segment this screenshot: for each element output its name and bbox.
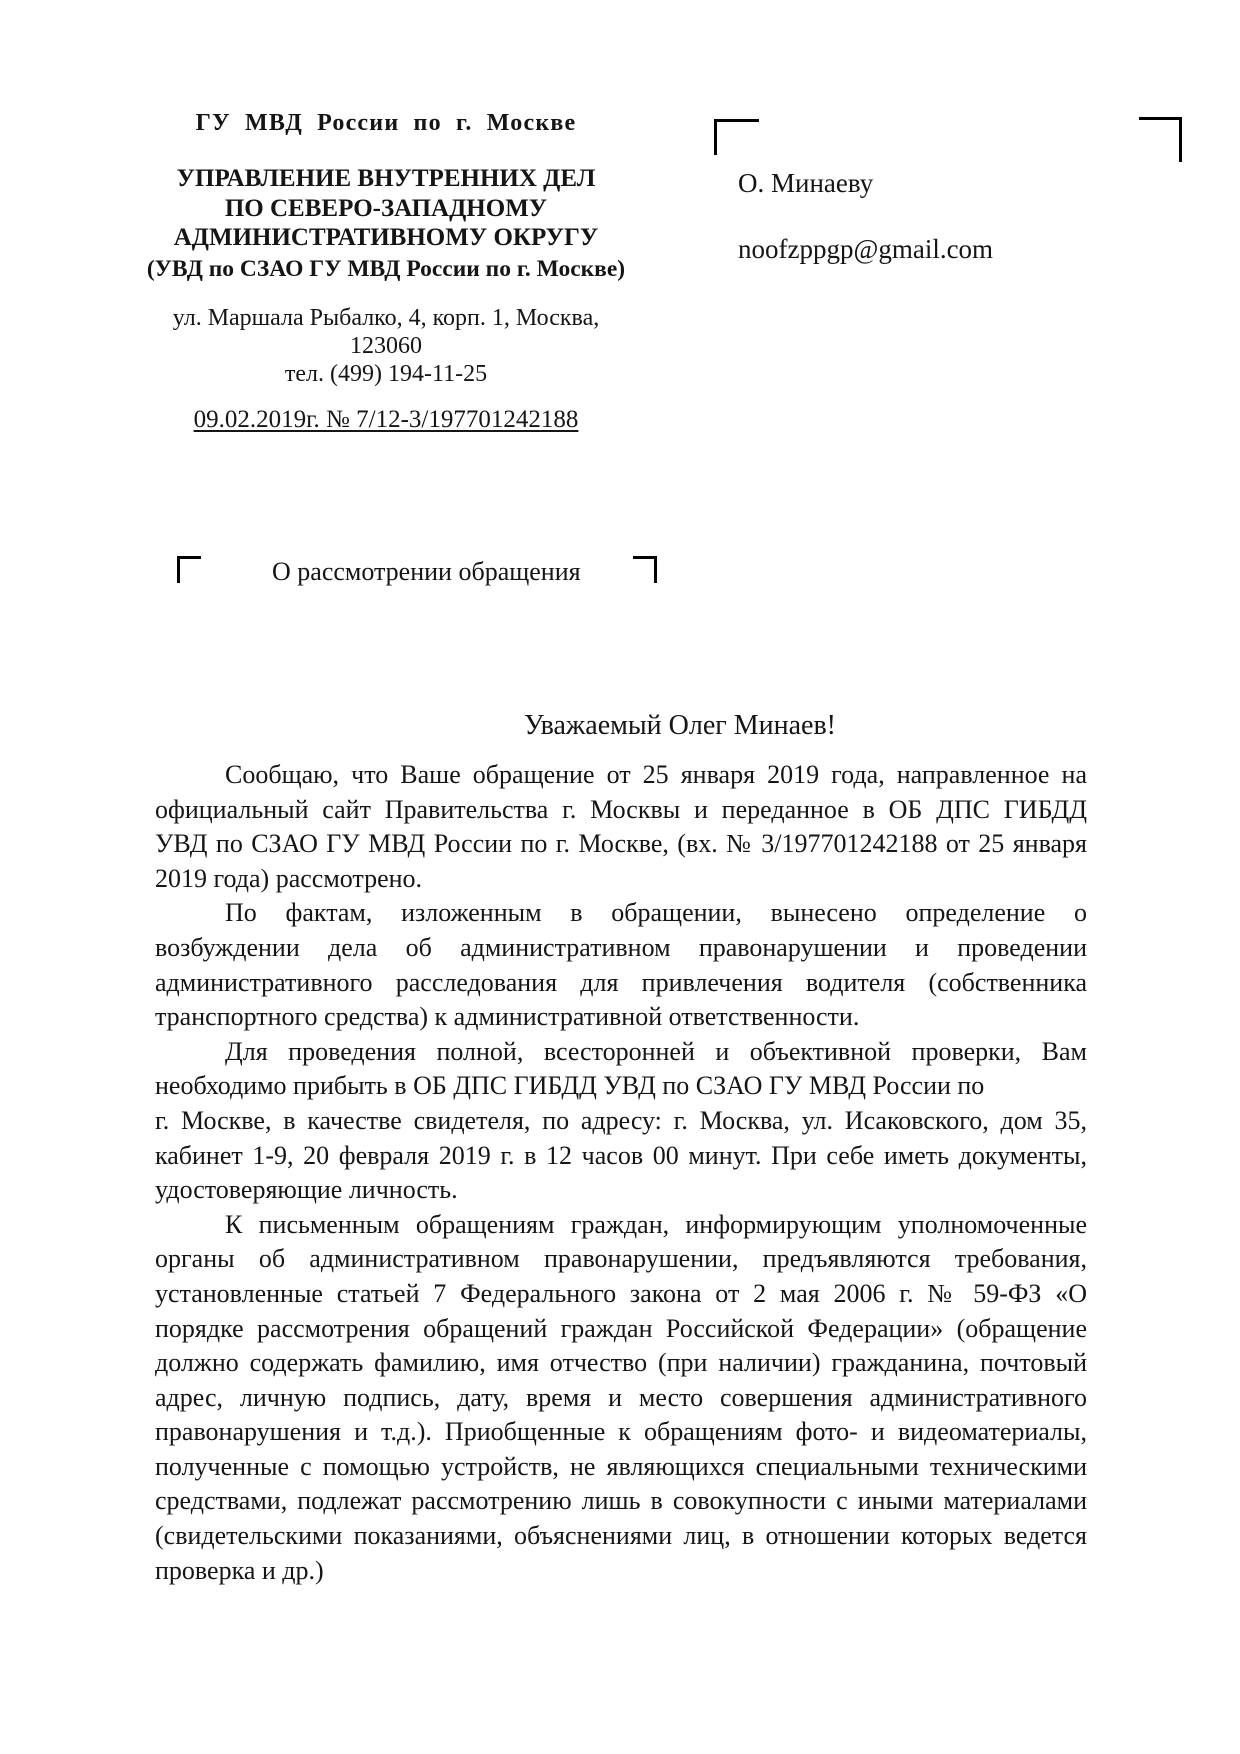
org-name-line-2: ПО СЕВЕРО-ЗАПАДНОМУ [224,194,548,222]
body-paragraph [155,1208,1087,1589]
letter-body [155,758,1087,1588]
body-paragraph [155,758,1087,896]
body-line: УВД по СЗАО ГУ МВД России по г. Москве, (вх. № 3/197701242188 от 25 января [155,829,1087,859]
body-line: Для проведения полной, всесторонней и объективной проверки, Вам [225,1036,1087,1066]
corner-mark-recipient-icon [714,119,759,155]
body-line: средствами, подлежат рассмотрению лишь в совокупности с иными материалами [155,1486,1087,1516]
body-line: кабинет 1-9, 20 февраля 2019 г. в 12 часов 00 минут. При себе иметь документы, [155,1140,1087,1170]
body-line: должно содержать фамилию, имя отчество (при наличии) гражданина, почтовый [155,1348,1087,1378]
body-line: г. Москве, в качестве свидетеля, по адресу: г. Москва, ул. Исаковского, дом 35, [155,1105,1087,1135]
body-line: Сообщаю, что Ваше обращение от 25 января 2019 года, направленное на [225,760,1087,789]
body-line: удостоверяющие личность. [155,1175,458,1205]
org-name [145,164,627,253]
letterhead [145,110,627,434]
corner-mark-subject-right-icon [633,556,657,583]
body-line: К письменным обращениям граждан, информирующим уполномоченные [225,1209,1087,1239]
body-line: возбуждении дела об административном правонарушении и проведении [155,932,1087,962]
corner-mark-top-right-icon [1139,117,1182,162]
org-address: ул. Маршала Рыбалко, 4, корп. 1, Москва, 123060 [172,304,600,359]
parent-org-name: ГУ МВД России по г. Москве [195,110,577,136]
body-line: По фактам, изложенным в обращении, вынесено определение о [225,898,1087,928]
ref-number-line: 09.02.2019г. № 7/12-3/197701242188 [193,405,579,433]
body-line: (свидетельскими показаниями, объяснениями лиц, в отношении которых ведется [155,1521,1087,1551]
subject-line: О рассмотрении обращения [272,557,581,586]
recipient-email: noofzppgp@gmail.com [738,234,994,264]
org-short-name: (УВД по СЗАО ГУ МВД России по г. Москве) [146,255,626,282]
body-line: проверка и др.) [155,1555,324,1585]
org-phone: тел. (499) 194-11-25 [284,360,488,387]
org-name-line-3: АДМИНИСТРАТИВНОМУ ОКРУГУ [173,224,599,251]
body-line: правонарушения и т.д.). Приобщенные к обращениям фото- и видеоматериалы, [155,1417,1087,1447]
org-name-line-1: УПРАВЛЕНИЕ ВНУТРЕННИХ ДЕЛ [176,165,596,192]
body-line: 2019 года) рассмотрено. [155,863,423,893]
body-line: органы об административном правонарушении, предъявляются требования, [155,1244,1087,1274]
body-line: установленные статьей 7 Федерального закона от 2 мая 2006 г. № 59-ФЗ «О [155,1278,1087,1308]
body-line: транспортного средства) к административной ответственности. [155,1002,860,1032]
corner-mark-subject-left-icon [177,556,201,583]
salutation: Уважаемый Олег Минаев! [523,710,837,741]
recipient-name: О. Минаеву [738,168,874,198]
body-line: необходимо прибыть в ОБ ДПС ГИБДД УВД по СЗАО ГУ МВД России по [155,1071,985,1101]
org-contact-block [145,304,627,388]
body-line: административного расследования для привлечения водителя (собственника [155,967,1087,997]
body-line: официальный сайт Правительства г. Москвы и переданное в ОБ ДПС ГИБДД [155,794,1087,824]
body-line: полученные с помощью устройств, не являющихся специальными техническими [155,1451,1087,1481]
body-line: порядке рассмотрения обращений граждан Российской Федерации» (обращение [155,1313,1087,1343]
body-line: адрес, личную подпись, дату, время и место совершения административного [155,1382,1087,1412]
body-paragraph [155,1035,1087,1208]
body-paragraph [155,896,1087,1034]
